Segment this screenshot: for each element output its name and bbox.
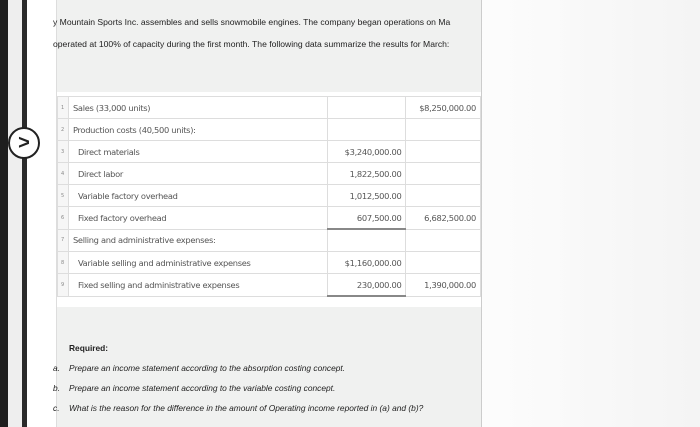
item-marker: c.	[53, 403, 60, 413]
divider-line	[22, 0, 27, 427]
expand-button[interactable]	[8, 127, 40, 159]
total-cell: 1,390,000.00	[406, 274, 481, 297]
amount-cell	[328, 229, 406, 252]
table-row	[58, 252, 481, 274]
amount-cell: 230,000.00	[328, 274, 406, 297]
row-label: Fixed selling and administrative expenses	[68, 274, 327, 297]
amount-cell: $3,240,000.00	[328, 141, 406, 163]
table-row	[58, 207, 481, 230]
intro-text	[53, 12, 481, 55]
table-row	[58, 97, 481, 119]
intro-line: operated at 100% of capacity during the first month. The following data summarize the results for March:	[53, 38, 450, 49]
row-number: 3	[58, 141, 69, 163]
total-cell	[406, 119, 481, 141]
table-row	[58, 274, 481, 297]
chevron-right-icon: >	[18, 131, 30, 154]
total-cell	[406, 141, 481, 163]
table-row	[58, 141, 481, 163]
table-row	[58, 119, 481, 141]
item-marker: a.	[53, 363, 60, 373]
required-item-c	[53, 398, 481, 418]
amount-cell: 1,012,500.00	[328, 185, 406, 207]
total-cell	[406, 163, 481, 185]
row-number: 9	[58, 274, 69, 297]
amount-cell: 607,500.00	[328, 207, 406, 230]
row-number: 6	[58, 207, 69, 230]
problem-panel	[53, 0, 482, 427]
amount-cell: 1,822,500.00	[328, 163, 406, 185]
total-cell	[406, 229, 481, 252]
row-label: Production costs (40,500 units):	[68, 119, 327, 141]
intro-line: y Mountain Sports Inc. assembles and sells snowmobile engines. The company began operations on Ma	[53, 17, 451, 27]
row-label: Direct materials	[68, 141, 327, 163]
amount-cell	[328, 119, 406, 141]
total-cell	[406, 185, 481, 207]
row-number: 5	[58, 185, 69, 207]
row-number: 7	[58, 229, 69, 252]
required-section	[53, 338, 481, 418]
row-label: Selling and administrative expenses:	[68, 229, 327, 252]
item-text: Prepare an income statement according to the absorption costing concept.	[69, 363, 346, 373]
left-dark-bar	[0, 0, 8, 427]
amount-cell: $1,160,000.00	[328, 252, 406, 274]
row-label: Variable factory overhead	[68, 185, 327, 207]
row-number: 2	[58, 119, 69, 141]
data-table-container	[57, 92, 481, 307]
table-row	[58, 163, 481, 185]
row-label: Variable selling and administrative expenses	[68, 252, 327, 274]
data-table	[57, 96, 481, 297]
row-number: 8	[58, 252, 69, 274]
table-row	[58, 229, 481, 252]
required-item-b	[53, 378, 481, 398]
table-row	[58, 185, 481, 207]
item-text: Prepare an income statement according to the variable costing concept.	[69, 383, 336, 393]
left-strip	[8, 0, 22, 427]
row-number: 4	[58, 163, 69, 185]
required-heading: Required:	[69, 343, 109, 353]
item-marker: b.	[53, 383, 60, 393]
row-number: 1	[58, 97, 69, 119]
row-label: Fixed factory overhead	[68, 207, 327, 230]
row-label: Direct labor	[68, 163, 327, 185]
amount-cell	[328, 97, 406, 119]
total-cell: $8,250,000.00	[406, 97, 481, 119]
row-label: Sales (33,000 units)	[68, 97, 327, 119]
total-cell: 6,682,500.00	[406, 207, 481, 230]
total-cell	[406, 252, 481, 274]
required-item-a	[53, 358, 481, 378]
item-text: What is the reason for the difference in the amount of Operating income reported in (a) and (b)?	[69, 403, 424, 413]
